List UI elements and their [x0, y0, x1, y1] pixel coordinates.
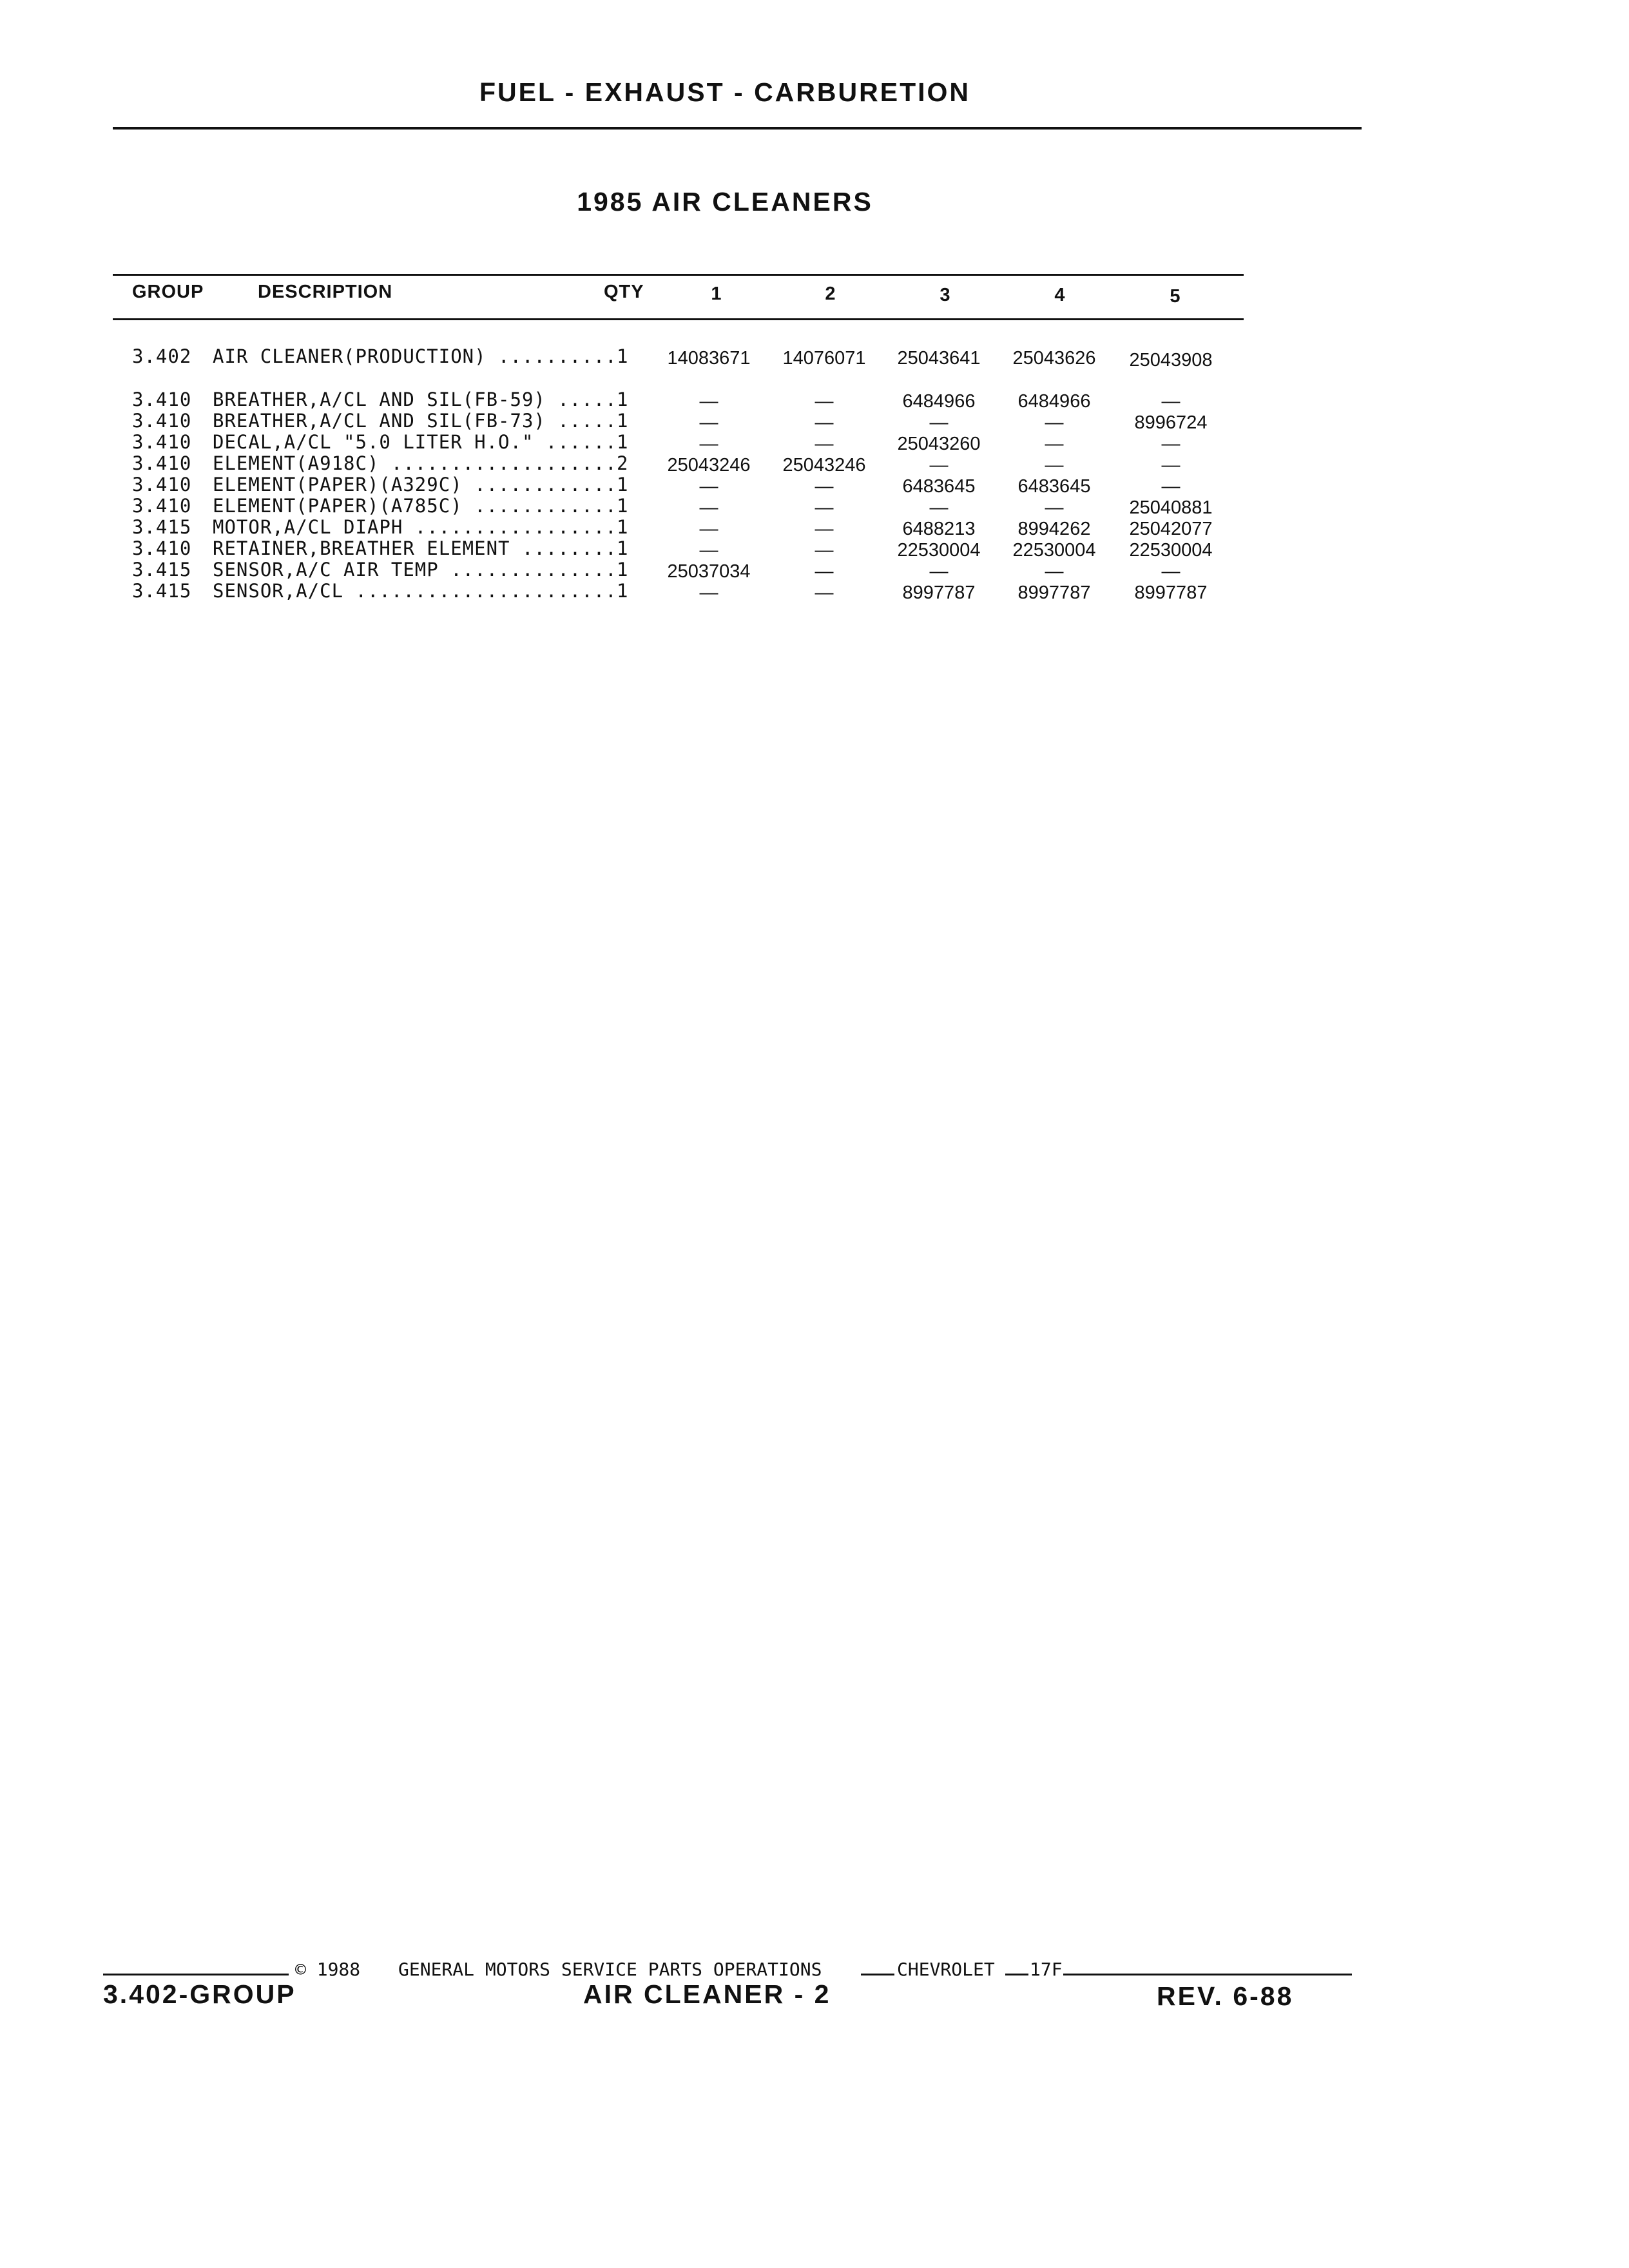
header-rule	[113, 127, 1362, 130]
cell-col-1: —	[699, 540, 718, 561]
cell-qty: 2	[617, 452, 629, 474]
cell-col-4: —	[1045, 434, 1064, 454]
cell-qty: 1	[617, 580, 629, 602]
cell-qty: 1	[617, 431, 629, 453]
cell-col-5: 25040881	[1129, 497, 1213, 518]
cell-col-3: 6488213	[902, 519, 976, 539]
cell-col-4: —	[1045, 497, 1064, 518]
footer-group: 3.402-GROUP	[103, 1979, 296, 2009]
cell-description: SENSOR,A/CL ......................	[213, 580, 617, 602]
cell-col-2: —	[815, 412, 834, 433]
cell-col-4: —	[1045, 561, 1064, 582]
cell-description: ELEMENT(PAPER)(A329C) ............	[213, 474, 617, 495]
footer-make: CHEVROLET	[897, 1959, 995, 1980]
cell-col-4: —	[1045, 412, 1064, 433]
cell-qty: 1	[617, 345, 629, 367]
cell-group: 3.415	[132, 580, 192, 602]
cell-col-3: —	[929, 412, 949, 433]
cell-col-1: —	[699, 434, 718, 454]
cell-col-2: —	[815, 561, 834, 582]
cell-description: BREATHER,A/CL AND SIL(FB-59) .....	[213, 389, 617, 410]
cell-col-4: 25043626	[1012, 348, 1096, 369]
cell-qty: 1	[617, 410, 629, 432]
footer-rule-left	[103, 1974, 289, 1975]
column-header-3: 3	[940, 285, 951, 305]
cell-col-3: 25043260	[897, 434, 981, 454]
cell-col-5: 25042077	[1129, 519, 1213, 539]
cell-col-1: —	[699, 476, 718, 497]
cell-description: AIR CLEANER(PRODUCTION) ..........	[213, 345, 617, 367]
cell-col-1: —	[699, 519, 718, 539]
cell-qty: 1	[617, 495, 629, 517]
cell-col-3: 25043641	[897, 348, 981, 369]
cell-col-1: —	[699, 391, 718, 412]
cell-col-2: —	[815, 519, 834, 539]
table-top-rule	[113, 274, 1244, 276]
cell-col-3: 8997787	[902, 582, 976, 603]
footer-revision: REV. 6-88	[1157, 1981, 1294, 2011]
section-title: FUEL - EXHAUST - CARBURETION	[479, 77, 971, 107]
cell-col-3: 22530004	[897, 540, 981, 561]
cell-col-5: —	[1161, 391, 1181, 412]
cell-group: 3.410	[132, 431, 192, 453]
cell-col-5: 25043908	[1129, 350, 1213, 370]
cell-col-2: —	[815, 497, 834, 518]
cell-col-3: —	[929, 497, 949, 518]
cell-col-2: 25043246	[782, 455, 866, 476]
cell-col-4: 6483645	[1017, 476, 1091, 497]
cell-col-1: 25037034	[667, 561, 751, 582]
cell-qty: 1	[617, 474, 629, 495]
cell-col-2: —	[815, 476, 834, 497]
cell-group: 3.410	[132, 474, 192, 495]
cell-col-2: —	[815, 540, 834, 561]
cell-col-2: —	[815, 582, 834, 603]
cell-group: 3.402	[132, 345, 192, 367]
cell-group: 3.415	[132, 516, 192, 538]
column-header-5: 5	[1170, 286, 1181, 307]
footer-rule-right	[1063, 1974, 1352, 1975]
cell-col-2: —	[815, 434, 834, 454]
footer-rule-mid2	[1005, 1974, 1028, 1975]
cell-group: 3.410	[132, 389, 192, 410]
cell-group: 3.410	[132, 537, 192, 559]
cell-qty: 1	[617, 516, 629, 538]
table-header-rule	[113, 318, 1244, 320]
cell-col-3: —	[929, 455, 949, 476]
cell-col-3: 6484966	[902, 391, 976, 412]
cell-group: 3.410	[132, 410, 192, 432]
column-header-1: 1	[711, 284, 722, 304]
cell-col-1: —	[699, 497, 718, 518]
cell-group: 3.415	[132, 559, 192, 581]
footer-page: AIR CLEANER - 2	[583, 1979, 831, 2009]
footer-code: 17F	[1030, 1959, 1063, 1980]
cell-col-1: 25043246	[667, 455, 751, 476]
cell-col-1: —	[699, 412, 718, 433]
column-header-4: 4	[1054, 285, 1066, 305]
cell-col-2: —	[815, 391, 834, 412]
cell-description: SENSOR,A/C AIR TEMP ..............	[213, 559, 617, 581]
footer-copyright: © 1988	[295, 1959, 361, 1980]
column-header-2: 2	[825, 284, 836, 304]
cell-col-5: 8997787	[1134, 582, 1208, 603]
cell-col-5: —	[1161, 561, 1181, 582]
cell-col-1: —	[699, 582, 718, 603]
cell-qty: 1	[617, 537, 629, 559]
cell-col-3: —	[929, 561, 949, 582]
cell-col-4: 6484966	[1017, 391, 1091, 412]
cell-col-4: 8997787	[1017, 582, 1091, 603]
cell-col-5: —	[1161, 476, 1181, 497]
cell-col-5: —	[1161, 434, 1181, 454]
cell-col-5: 8996724	[1134, 412, 1208, 433]
cell-col-4: —	[1045, 455, 1064, 476]
cell-col-5: —	[1161, 455, 1181, 476]
column-header-qty: QTY	[604, 282, 644, 302]
cell-col-2: 14076071	[782, 348, 866, 369]
cell-qty: 1	[617, 389, 629, 410]
footer-rule-mid	[861, 1974, 894, 1975]
cell-description: ELEMENT(PAPER)(A785C) ............	[213, 495, 617, 517]
cell-col-4: 8994262	[1017, 519, 1091, 539]
cell-description: DECAL,A/CL "5.0 LITER H.O." ......	[213, 431, 617, 453]
cell-description: RETAINER,BREATHER ELEMENT ........	[213, 537, 617, 559]
column-header-description: DESCRIPTION	[258, 282, 393, 302]
cell-col-1: 14083671	[667, 348, 751, 369]
footer-publisher: GENERAL MOTORS SERVICE PARTS OPERATIONS	[398, 1959, 822, 1980]
page-title: 1985 AIR CLEANERS	[577, 187, 873, 216]
cell-col-3: 6483645	[902, 476, 976, 497]
cell-col-5: 22530004	[1129, 540, 1213, 561]
cell-description: BREATHER,A/CL AND SIL(FB-73) .....	[213, 410, 617, 432]
column-header-group: GROUP	[132, 282, 204, 302]
cell-group: 3.410	[132, 452, 192, 474]
cell-qty: 1	[617, 559, 629, 581]
cell-description: ELEMENT(A918C) ...................	[213, 452, 617, 474]
cell-col-4: 22530004	[1012, 540, 1096, 561]
cell-group: 3.410	[132, 495, 192, 517]
cell-description: MOTOR,A/CL DIAPH .................	[213, 516, 617, 538]
